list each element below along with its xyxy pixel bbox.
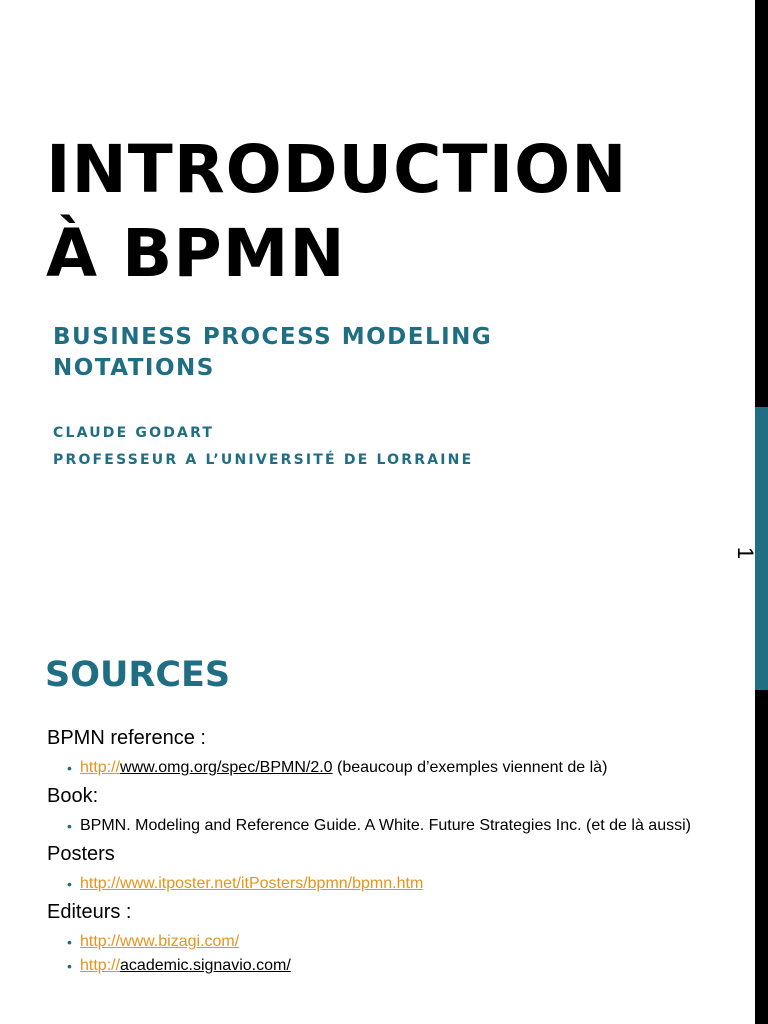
omg-link[interactable]: www.omg.org/spec/BPMN/2.0 <box>120 759 333 776</box>
author-affiliation: PROFESSEUR A L’UNIVERSITÉ DE LORRAINE <box>53 452 474 468</box>
bpmn-reference-list <box>47 757 737 779</box>
section-heading-bpmn-reference: BPMN reference : <box>47 727 206 749</box>
omg-link-scheme[interactable]: http:// <box>80 759 121 776</box>
list-item <box>67 815 737 837</box>
section-heading-posters: Posters <box>47 843 115 865</box>
sources-content <box>47 725 737 981</box>
sources-slide <box>0 630 768 1024</box>
slide-subtitle <box>53 322 693 384</box>
signavio-link-scheme[interactable]: http:// <box>80 957 121 974</box>
subtitle-line-1: BUSINESS PROCESS MODELING <box>53 324 493 350</box>
author-block <box>53 420 713 474</box>
title-line-2: À BPMN <box>46 215 346 292</box>
page-number: 1 <box>733 546 758 560</box>
bullet-icon: • <box>67 934 72 950</box>
list-item <box>67 757 737 779</box>
title-line-1: INTRODUCTION <box>46 131 628 208</box>
list-item <box>67 873 737 895</box>
bullet-icon: • <box>67 958 72 974</box>
list-item <box>67 955 737 977</box>
bizagi-link[interactable]: http://www.bizagi.com/ <box>80 933 240 950</box>
sources-title: SOURCES <box>45 655 231 695</box>
subtitle-line-2: NOTATIONS <box>53 355 215 381</box>
bullet-icon: • <box>67 876 72 892</box>
list-item <box>67 931 737 953</box>
signavio-link[interactable]: academic.signavio.com/ <box>120 957 291 974</box>
section-heading-editeurs: Editeurs : <box>47 901 132 923</box>
itposter-link[interactable]: http://www.itposter.net/itPosters/bpmn/bpmn.htm <box>80 875 424 892</box>
author-name: CLAUDE GODART <box>53 425 215 441</box>
bullet-icon: • <box>67 818 72 834</box>
book-list <box>47 815 737 837</box>
posters-list <box>47 873 737 895</box>
bullet-icon: • <box>67 760 72 776</box>
book-reference: BPMN. Modeling and Reference Guide. A White. Future Strategies Inc. (et de là aussi) <box>80 817 691 834</box>
editeurs-list <box>47 931 737 977</box>
slide-title <box>46 128 736 296</box>
omg-note: (beaucoup d’exemples viennent de là) <box>332 759 608 776</box>
section-heading-book: Book: <box>47 785 99 807</box>
